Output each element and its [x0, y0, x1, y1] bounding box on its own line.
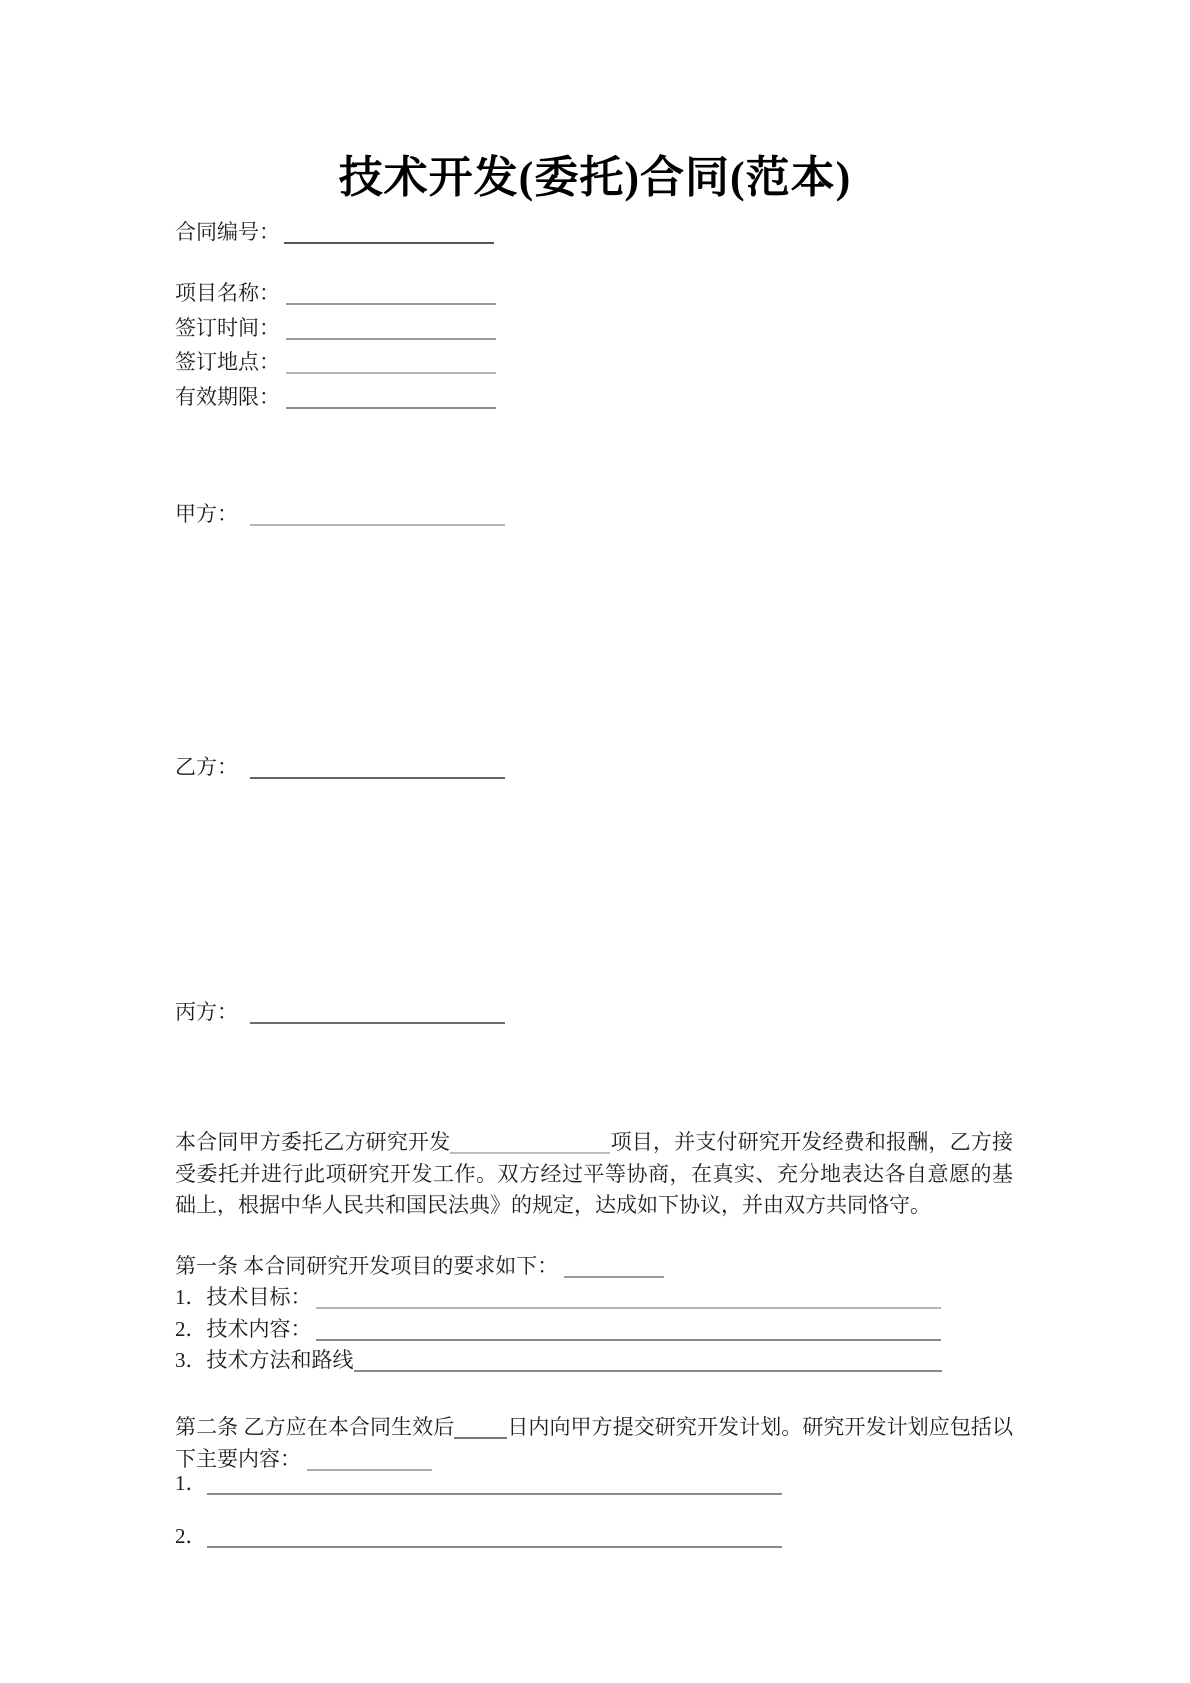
article-1-heading-line	[175, 1250, 664, 1282]
intro-text-before: 本合同甲方委托乙方研究开发	[175, 1130, 451, 1154]
tech-content-blank[interactable]	[316, 1318, 941, 1341]
tech-method-blank[interactable]	[354, 1349, 942, 1372]
project-name-blank[interactable]	[286, 282, 496, 305]
party-c-line	[175, 996, 505, 1028]
article-2-item-1	[175, 1467, 782, 1499]
article-2-paragraph	[175, 1412, 1013, 1475]
project-name-label: 项目名称：	[175, 281, 280, 305]
contract-no-line	[175, 216, 494, 248]
article-2-item-2-blank[interactable]	[207, 1525, 782, 1548]
party-a-blank[interactable]	[250, 503, 505, 526]
party-c-label: 丙方：	[175, 1000, 238, 1024]
contract-no-label: 合同编号：	[175, 220, 280, 244]
project-name-line	[175, 277, 496, 309]
sign-place-label: 签订地点：	[175, 350, 280, 374]
tech-goal-label: 1．技术目标：	[175, 1285, 312, 1309]
document-title: 技术开发(委托)合同(范本)	[338, 153, 852, 202]
article-2-item-2-label: 2．	[175, 1524, 207, 1548]
party-c-blank[interactable]	[250, 1001, 505, 1024]
party-b-label: 乙方：	[175, 755, 238, 779]
sign-date-label: 签订时间：	[175, 316, 280, 340]
intro-project-blank[interactable]	[450, 1131, 610, 1154]
intro-paragraph	[175, 1127, 1013, 1222]
party-a-label: 甲方：	[175, 502, 238, 526]
contract-no-blank[interactable]	[284, 221, 494, 244]
tech-content-label: 2．技术内容：	[175, 1317, 312, 1341]
article-1-item-3	[175, 1344, 942, 1376]
sign-place-line	[175, 346, 496, 378]
sign-place-blank[interactable]	[286, 351, 496, 374]
article-2-item-1-blank[interactable]	[207, 1472, 782, 1495]
party-a-line	[175, 498, 505, 530]
valid-period-blank[interactable]	[286, 386, 496, 409]
article-1-heading-blank[interactable]	[564, 1255, 664, 1278]
article-2-item-2	[175, 1520, 782, 1552]
valid-period-label: 有效期限：	[175, 385, 280, 409]
article-1-heading: 第一条 本合同研究开发项目的要求如下：	[175, 1254, 559, 1278]
article-1-item-1	[175, 1281, 941, 1313]
party-b-line	[175, 751, 505, 783]
sign-date-blank[interactable]	[286, 317, 496, 340]
sign-date-line	[175, 312, 496, 344]
tech-goal-blank[interactable]	[316, 1286, 941, 1309]
tech-method-label: 3．技术方法和路线	[175, 1348, 354, 1372]
article-2-text-after: 日内向甲方提交研究开发计划。研究开发计划应包括以下主要内容：	[175, 1415, 1014, 1471]
intro-text-after: 项目，并支付研究开发经费和报酬，乙方接受委托并进行此项研究开发工作。双方经过平等协商，在真实、充分地表达各自意愿的基础上，根据中华人民共和国民法典》的规定，达成如下协议，并由双方共同恪守。	[175, 1130, 1013, 1217]
article-2-days-blank[interactable]	[454, 1416, 507, 1439]
valid-period-line	[175, 381, 496, 413]
article-2-item-1-label: 1．	[175, 1471, 207, 1495]
article-1-item-2	[175, 1313, 941, 1345]
party-b-blank[interactable]	[250, 756, 505, 779]
article-2-text-before: 第二条 乙方应在本合同生效后	[175, 1415, 455, 1439]
